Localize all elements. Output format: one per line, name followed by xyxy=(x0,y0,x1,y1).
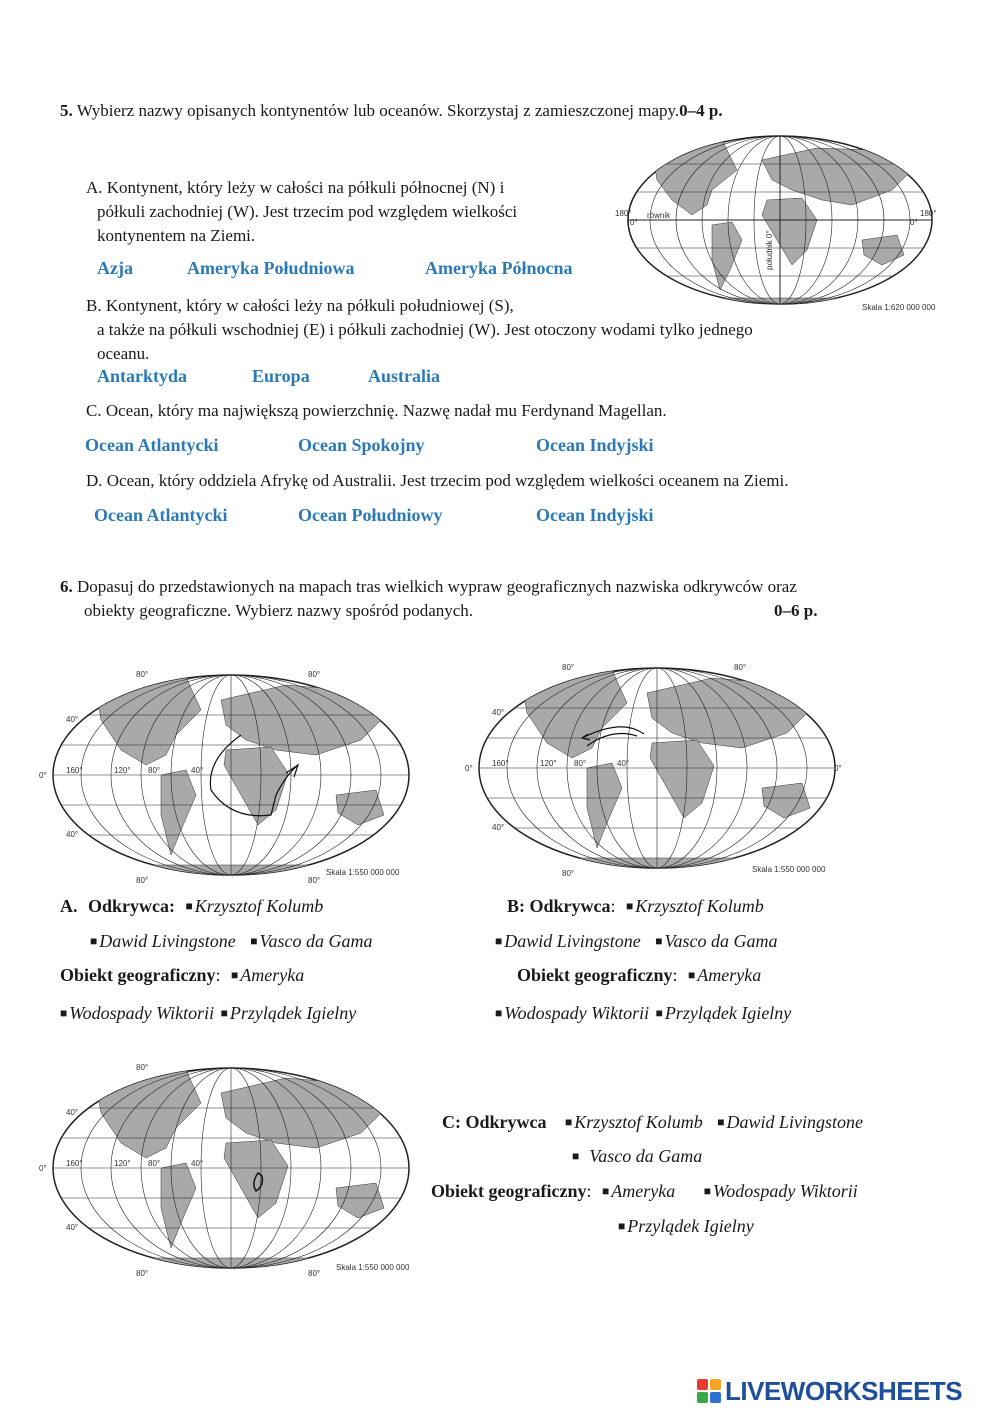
q6a-explorer-livingstone[interactable]: ■ Dawid Livingstone xyxy=(90,931,236,951)
q5a-option-ameryka-poludniowa[interactable]: Ameryka Południowa xyxy=(187,258,355,278)
q6c-explorer-kolumb[interactable]: ■ Krzysztof Kolumb xyxy=(565,1112,703,1132)
bullet-icon: ■ xyxy=(60,1006,68,1020)
q6b-label-80ne: 80° xyxy=(734,663,747,672)
q5-map-label-180-left: 180° xyxy=(615,209,632,218)
liveworksheets-logo xyxy=(697,1376,962,1406)
q6b-explorer-gama[interactable]: ■ Vasco da Gama xyxy=(655,931,778,951)
q6c-label-80se: 80° xyxy=(308,1269,321,1278)
q6c-object-line1: Obiekt geograficzny: ■ Ameryka ■ Wodospady Wiktorii xyxy=(431,1181,858,1201)
bullet-icon: ■ xyxy=(231,968,239,982)
q5c-option-ocean-spokojny[interactable]: Ocean Spokojny xyxy=(298,435,425,455)
logo-mark-icon xyxy=(697,1379,721,1403)
q5-heading xyxy=(60,101,723,121)
bullet-icon: ■ xyxy=(688,968,696,982)
q5a-text-line1: A. Kontynent, który leży w całości na półkuli północnej (N) i xyxy=(86,178,505,197)
q5-points: 0–4 p. xyxy=(679,101,723,120)
q6b-obiekt-label: Obiekt geograficzny xyxy=(517,965,673,985)
q5c-option-ocean-atlantycki[interactable]: Ocean Atlantycki xyxy=(85,435,219,455)
q6a-label-80s: 80° xyxy=(136,876,149,885)
q5-world-map xyxy=(612,130,947,315)
q6c-label-40w: 40° xyxy=(191,1159,204,1168)
q6a-label-40n: 40° xyxy=(66,715,79,724)
q6a-object-ameryka[interactable]: ■ Ameryka xyxy=(231,965,305,985)
bullet-icon: ■ xyxy=(703,1184,711,1198)
q6a-letter: A. xyxy=(60,896,78,916)
bullet-icon: ■ xyxy=(717,1115,725,1129)
q5-number: 5. xyxy=(60,101,73,120)
q6a-scale: Skala 1:550 000 000 xyxy=(326,868,400,877)
q6c-label-40s: 40° xyxy=(66,1223,79,1232)
q6a-odkrywca-label: Odkrywca: xyxy=(88,896,175,916)
q6c-label-160: 160° xyxy=(66,1159,83,1168)
bullet-icon: ■ xyxy=(602,1184,610,1198)
q6a-label-80n: 80° xyxy=(136,670,149,679)
q6a-obiekt-label: Obiekt geograficzny xyxy=(60,965,216,985)
bullet-icon: ■ xyxy=(495,1006,503,1020)
q5-map-label-180-right: 180° xyxy=(920,209,937,218)
q6a-explorer-line2 xyxy=(90,931,373,952)
bullet-icon: ■ xyxy=(618,1219,626,1233)
q5d-option-ocean-atlantycki[interactable]: Ocean Atlantycki xyxy=(94,505,228,525)
q6c-label-80s: 80° xyxy=(136,1269,149,1278)
q6-number: 6. xyxy=(60,577,73,596)
q6b-label-80s: 80° xyxy=(562,869,575,878)
q6b-object-ameryka[interactable]: ■ Ameryka xyxy=(688,965,762,985)
bullet-icon: ■ xyxy=(655,1006,663,1020)
q5c-option-ocean-indyjski[interactable]: Ocean Indyjski xyxy=(536,435,654,455)
q6c-object-ameryka[interactable]: ■ Ameryka xyxy=(602,1181,676,1201)
q6a-label-80ne: 80° xyxy=(308,670,321,679)
bullet-icon: ■ xyxy=(626,899,634,913)
q6a-object-wodospady[interactable]: ■ Wodospady Wiktorii xyxy=(60,1003,215,1023)
q6b-label-160: 160° xyxy=(492,759,509,768)
q5a-option-ameryka-polnocna[interactable]: Ameryka Północna xyxy=(425,258,573,278)
q6a-label-40s: 40° xyxy=(66,830,79,839)
q6a-label-80w: 80° xyxy=(148,766,161,775)
q6a-explorer-kolumb[interactable]: ■ Krzysztof Kolumb xyxy=(185,896,324,916)
q5-map-label-rownik: równik xyxy=(647,211,671,220)
q5-map-scale: Skala 1:620 000 000 xyxy=(862,303,936,312)
q6b-explorer-line2 xyxy=(495,931,778,952)
q6c-object-przyladek[interactable]: ■ Przylądek Igielny xyxy=(618,1216,754,1236)
q6c-odkrywca-label: C: Odkrywca xyxy=(442,1112,547,1132)
q5b-text-line3: oceanu. xyxy=(97,344,150,363)
q6b-label-40s: 40° xyxy=(492,823,505,832)
bullet-icon: ■ xyxy=(90,934,98,948)
q6a-object-line1: Obiekt geograficzny: ■ Ameryka xyxy=(60,965,305,985)
bullet-icon: ■ xyxy=(250,934,258,948)
bullet-icon: ■ xyxy=(655,934,663,948)
q6b-label-80n: 80° xyxy=(562,663,575,672)
bullet-icon: ■ xyxy=(572,1149,580,1163)
bullet-icon: ■ xyxy=(495,934,503,948)
q5a-text-line3: kontynentem na Ziemi. xyxy=(97,226,256,245)
q6c-explorer-line1 xyxy=(442,1112,863,1133)
q6a-label-0-left: 0° xyxy=(39,771,47,780)
q6b-explorer-livingstone[interactable]: ■ Dawid Livingstone xyxy=(495,931,641,951)
q6-heading-line1 xyxy=(60,577,797,597)
q6a-object-line2 xyxy=(60,1003,356,1024)
q6c-label-40n: 40° xyxy=(66,1108,79,1117)
q5b-option-europa[interactable]: Europa xyxy=(252,366,310,386)
q6c-label-120: 120° xyxy=(114,1159,131,1168)
q6b-label-120: 120° xyxy=(540,759,557,768)
q6-map-a xyxy=(36,665,421,890)
q6a-label-80se: 80° xyxy=(308,876,321,885)
q5d-option-ocean-poludniowy[interactable]: Ocean Południowy xyxy=(298,505,443,525)
q6a-label-160: 160° xyxy=(66,766,83,775)
logo-text: LIVEWORKSHEETS xyxy=(725,1375,963,1406)
q5-map-label-0-right: 0° xyxy=(910,218,918,227)
q6c-explorer-line2 xyxy=(572,1146,702,1167)
q6a-label-40w: 40° xyxy=(191,766,204,775)
q6a-label-120: 120° xyxy=(114,766,131,775)
q6b-explorer-kolumb[interactable]: ■ Krzysztof Kolumb xyxy=(626,896,764,916)
q5b-text-line2: a także na półkuli wschodniej (E) i półkuli zachodniej (W). Jest otoczony wodami tylko jednego xyxy=(97,320,753,339)
q6c-label-80w: 80° xyxy=(148,1159,161,1168)
q6-instruction-line2: obiekty geograficzne. Wybierz nazwy spośród podanych. xyxy=(84,601,474,620)
q6b-label-0-right: 0° xyxy=(834,764,842,773)
q5-instruction: Wybierz nazwy opisanych kontynentów lub oceanów. Skorzystaj z zamieszczonej mapy. xyxy=(76,101,680,120)
q6b-object-przyladek[interactable]: ■ Przylądek Igielny xyxy=(655,1003,792,1023)
q5-map-label-0-left: 0° xyxy=(630,218,638,227)
q6b-odkrywca-label: B: Odkrywca xyxy=(507,896,611,916)
q6c-explorer-livingstone[interactable]: ■ Dawid Livingstone xyxy=(717,1112,864,1132)
q6b-label-0-left: 0° xyxy=(465,764,473,773)
q6b-label-40w: 40° xyxy=(617,759,630,768)
q6c-explorer-gama[interactable]: ■ Vasco da Gama xyxy=(572,1146,703,1166)
q6a-explorer-line1 xyxy=(60,896,323,917)
q6b-label-80w: 80° xyxy=(574,759,587,768)
q5b-option-australia[interactable]: Australia xyxy=(368,366,440,386)
q6-map-b xyxy=(462,658,847,883)
q5b-option-antarktyda[interactable]: Antarktyda xyxy=(97,366,188,386)
q6a-object-przyladek[interactable]: ■ Przylądek Igielny xyxy=(220,1003,357,1023)
q6-map-c xyxy=(36,1058,421,1283)
q6b-label-40n: 40° xyxy=(492,708,505,717)
q6b-explorer-line1: B: Odkrywca: ■ Krzysztof Kolumb xyxy=(507,896,764,916)
bullet-icon: ■ xyxy=(185,899,193,913)
q6c-obiekt-label: Obiekt geograficzny xyxy=(431,1181,587,1201)
q5-map-label-poludnik: południk 0° xyxy=(765,230,774,270)
bullet-icon: ■ xyxy=(220,1006,228,1020)
q6c-scale: Skala 1:550 000 000 xyxy=(336,1263,410,1272)
q6c-object-wodospady[interactable]: ■ Wodospady Wiktorii xyxy=(703,1181,858,1201)
q6a-explorer-gama[interactable]: ■ Vasco da Gama xyxy=(250,931,373,951)
q5a-text-line2: półkuli zachodniej (W). Jest trzecim pod względem wielkości xyxy=(97,202,518,221)
q5d-text-line1: D. Ocean, który oddziela Afrykę od Australii. Jest trzecim pod względem wielkości oceanem na Ziemi. xyxy=(86,471,789,490)
bullet-icon: ■ xyxy=(565,1115,573,1129)
q6b-object-line1: Obiekt geograficzny: ■ Ameryka xyxy=(517,965,762,985)
q6c-label-80n: 80° xyxy=(136,1063,149,1072)
q6c-label-0-left: 0° xyxy=(39,1164,47,1173)
q6b-scale: Skala 1:550 000 000 xyxy=(752,865,826,874)
q6b-object-line2 xyxy=(495,1003,791,1024)
q5d-option-ocean-indyjski[interactable]: Ocean Indyjski xyxy=(536,505,654,525)
q6-instruction-line1: Dopasuj do przedstawionych na mapach tras wielkich wypraw geograficznych nazwiska odkrywców oraz xyxy=(77,577,797,596)
q5c-text-line1: C. Ocean, który ma największą powierzchnię. Nazwę nadał mu Ferdynand Magellan. xyxy=(86,401,667,420)
q6b-object-wodospady[interactable]: ■ Wodospady Wiktorii xyxy=(495,1003,650,1023)
q5b-text-line1: B. Kontynent, który w całości leży na półkuli południowej (S), xyxy=(86,296,514,315)
q5a-option-azja[interactable]: Azja xyxy=(97,258,133,278)
q6-points: 0–6 p. xyxy=(774,601,818,620)
q6c-object-line2 xyxy=(618,1216,754,1237)
